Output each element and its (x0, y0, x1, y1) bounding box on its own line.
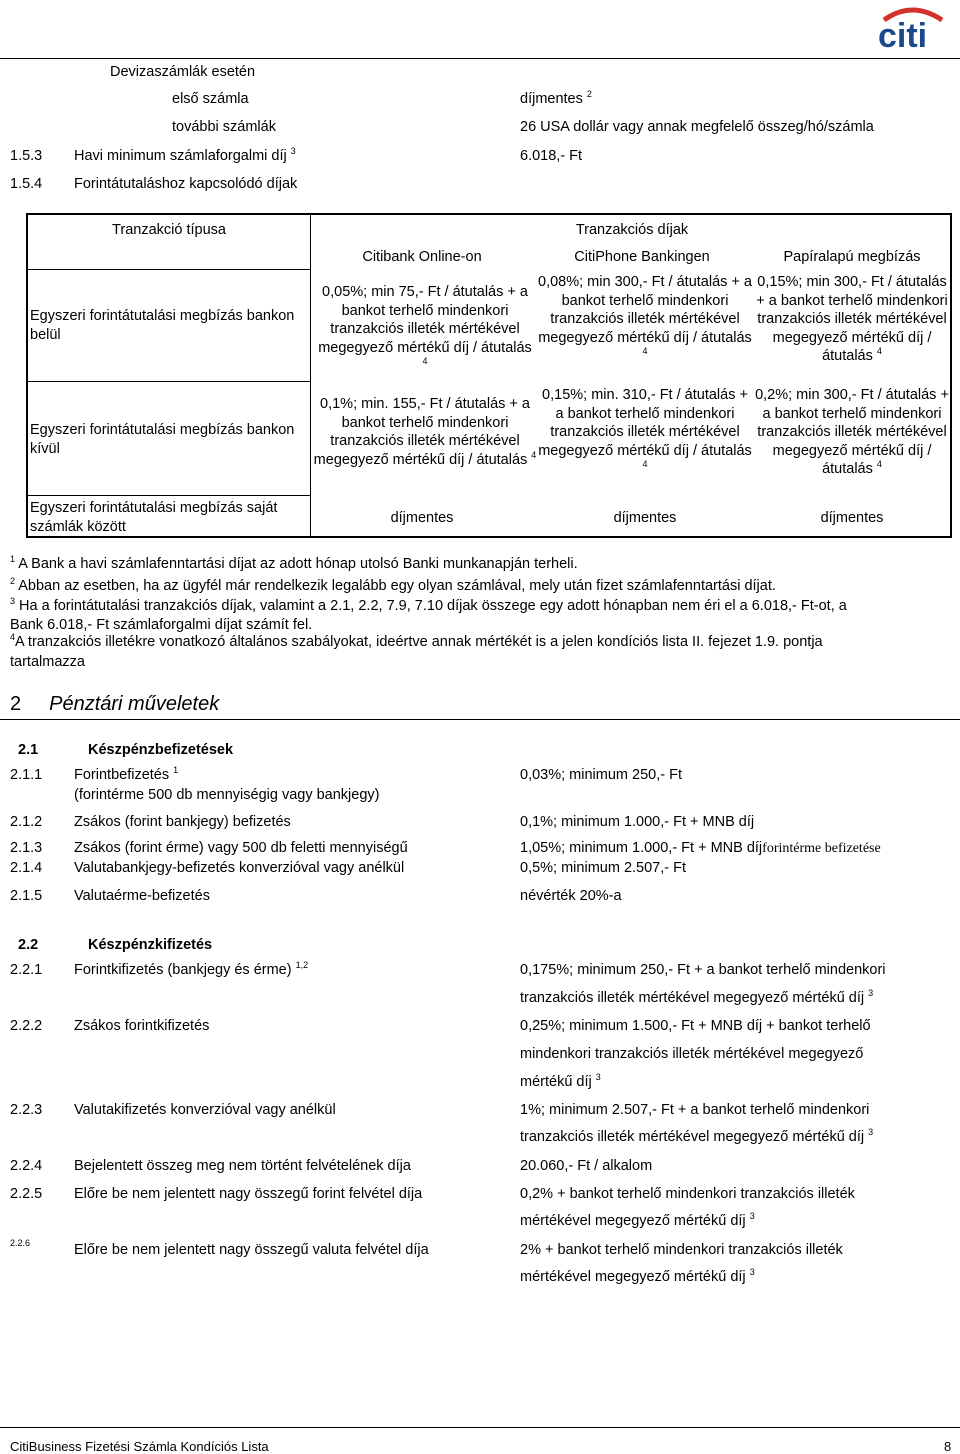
col-header-type: Tranzakció típusa (112, 222, 226, 238)
s223-value-1: 1%; minimum 2.507,- Ft + a bankot terhelő mindenkori (520, 1102, 870, 1118)
section-1-5-3-value: 6.018,- Ft (520, 148, 583, 164)
table-divider (28, 381, 310, 382)
s213-value: 1,05%; minimum 1.000,- Ft + MNB díjforintérme befizetése (520, 840, 881, 856)
footer-title: CitiBusiness Fizetési Számla Kondíciós Lista (10, 1439, 269, 1454)
svg-text:citi: citi (878, 17, 928, 50)
table-divider (28, 269, 310, 270)
section-2-heading: 2 Pénztári műveletek (10, 693, 220, 715)
s226-value-1: 2% + bankot terhelő mindenkori tranzakciós illeték (520, 1242, 843, 1258)
s211-label-2: (forintérme 500 db mennyiségig vagy bankjegy) (74, 787, 380, 803)
s21-number: 2.1 (18, 742, 39, 758)
s224-number: 2.2.4 (10, 1158, 43, 1174)
footnote-3-cont: Bank 6.018,- Ft számlaforgalmi díjat számít fel. (10, 617, 313, 633)
row2-online-fee: 0,1%; min. 155,- Ft / átutalás + a bankot terhelő mindenkori tranzakciós illeték mértékével megegyező mértékű díj / átutalás $^4$ (313, 396, 537, 468)
s213-number: 2.1.3 (10, 840, 43, 856)
s221-value-2: tranzakciós illeték mértékével megegyező mértékű díj $^3$ (520, 988, 874, 1006)
row3-phone-fee: díjmentes (613, 510, 677, 526)
s211-value: 0,03%; minimum 250,- Ft (520, 767, 682, 783)
s223-value-2: tranzakciós illeték mértékével megegyező mértékű díj $^3$ (520, 1127, 874, 1145)
row-type-bankon-kivul: Egyszeri forintátutalási megbízás bankon kívül (30, 422, 295, 457)
s222-number: 2.2.2 (10, 1018, 43, 1034)
row2-paper-fee: 0,2%; min 300,- Ft / átutalás + a bankot terhelő mindenkori tranzakciós illeték mértékével megegyező mértékű díj / átutalás $^4$ (755, 387, 949, 477)
s223-label: Valutakifizetés konverzióval vagy anélkül (74, 1102, 336, 1118)
s222-value-1: 0,25%; minimum 1.500,- Ft + MNB díj + bankot terhelő (520, 1018, 871, 1034)
s213-label: Zsákos (forint érme) vagy 500 db feletti mennyiségű (74, 840, 408, 856)
s224-label: Bejelentett összeg meg nem történt felvételének díja (74, 1158, 411, 1174)
s224-value: 20.060,- Ft / alkalom (520, 1158, 653, 1174)
tovabbi-szamlak-label: további számlák (172, 119, 276, 135)
section-1-5-3-label: Havi minimum számlaforgalmi díj $^3$ (74, 146, 296, 164)
s225-value-2: mértékével megegyező mértékű díj $^3$ (520, 1211, 755, 1229)
row2-phone-fee: 0,15%; min. 310,- Ft / átutalás + a bankot terhelő mindenkori tranzakciós illeték mértékével megegyező mértékű díj / átutalás $^4$ (538, 387, 752, 470)
s221-value-1: 0,175%; minimum 250,- Ft + a bankot terhelő mindenkori (520, 962, 886, 978)
subheader-paper: Papíralapú megbízás (783, 249, 921, 265)
section-1-5-3-number: 1.5.3 (10, 148, 43, 164)
section-rule (0, 719, 960, 720)
s214-label: Valutabankjegy-befizetés konverzióval vagy anélkül (74, 860, 405, 876)
elso-szamla-label: első számla (172, 91, 249, 107)
s222-label: Zsákos forintkifizetés (74, 1018, 210, 1034)
s222-value-3: mértékű díj $^3$ (520, 1072, 601, 1090)
s21-title: Készpénzbefizetések (88, 742, 234, 758)
s225-label: Előre be nem jelentett nagy összegű forint felvétel díja (74, 1186, 423, 1202)
footnote-3: $^3$ Ha a forintátutalási tranzakciós díjak, valamint a 2.1, 2.2, 7.9, 7.10 díjak összege egy adott hónapban nem éri el a 6.018,- Ft-ot, a (10, 596, 847, 614)
footnote-1: $^1$ A Bank a havi számlafenntartási díjat az adott hónap utolsó Banki munkanapján terheli. (10, 554, 578, 572)
s215-number: 2.1.5 (10, 888, 43, 904)
footnote-2: $^2$ Abban az esetben, ha az ügyfél már rendelkezik legalább egy olyan számlával, mely után fizet számlafenntartási díjat. (10, 576, 776, 594)
row-type-bankon-belul: Egyszeri forintátutalási megbízás bankon belül (30, 308, 295, 343)
s214-value: 0,5%; minimum 2.507,- Ft (520, 860, 686, 876)
s221-number: 2.2.1 (10, 962, 43, 978)
s211-number: 2.1.1 (10, 767, 43, 783)
s225-number: 2.2.5 (10, 1186, 43, 1202)
fee-table (26, 213, 952, 538)
table-divider (310, 215, 311, 536)
s212-label: Zsákos (forint bankjegy) befizetés (74, 814, 291, 830)
table-divider (28, 495, 310, 496)
devizaszamlak-heading: Devizaszámlák esetén (110, 64, 256, 80)
citi-logo (876, 4, 948, 50)
header-rule (0, 58, 960, 59)
footnote-4: $^4$A tranzakciós illetékre vonatkozó általános szabályokat, ideértve annak mértékét is a jelen kondíciós lista II. fejezet 1.9. pontja (10, 632, 823, 650)
footnote-4-cont: tartalmazza (10, 654, 85, 670)
page-number: 8 (944, 1439, 952, 1454)
s221-label: Forintkifizetés (bankjegy és érme) $^{1,2}$ (74, 960, 309, 978)
s22-title: Készpénzkifizetés (88, 937, 213, 953)
row-type-sajat-szamlak: Egyszeri forintátutalási megbízás saját számlák között (30, 500, 278, 535)
s215-value: névérték 20%-a (520, 888, 622, 904)
s226-number: 2.2.6 (10, 1238, 31, 1248)
s226-label: Előre be nem jelentett nagy összegű valuta felvétel díja (74, 1242, 429, 1258)
footer-rule (0, 1427, 960, 1428)
row3-paper-fee: díjmentes (820, 510, 884, 526)
section-1-5-4-number: 1.5.4 (10, 176, 43, 192)
s212-value: 0,1%; minimum 1.000,- Ft + MNB díj (520, 814, 755, 830)
s225-value-1: 0,2% + bankot terhelő mindenkori tranzakciós illeték (520, 1186, 855, 1202)
s215-label: Valutaérme-befizetés (74, 888, 210, 904)
row1-paper-fee: 0,15%; min 300,- Ft / átutalás + a bankot terhelő mindenkori tranzakciós illeték mértékével megegyező mértékű díj / átutalás $^4$ (756, 274, 948, 364)
section-1-5-4-label: Forintátutaláshoz kapcsolódó díjak (74, 176, 298, 192)
subheader-phone: CitiPhone Bankingen (574, 249, 710, 265)
row1-online-fee: 0,05%; min 75,- Ft / átutalás + a bankot terhelő mindenkori tranzakciós illeték mértékével megegyező mértékű díj / átutalás $^4$ (318, 284, 532, 367)
s223-number: 2.2.3 (10, 1102, 43, 1118)
s226-value-2: mértékével megegyező mértékű díj $^3$ (520, 1267, 755, 1285)
s222-value-2: mindenkori tranzakciós illeték mértékével megegyező (520, 1046, 864, 1062)
row3-online-fee: díjmentes (390, 510, 454, 526)
elso-szamla-value: díjmentes $^2$ (520, 89, 592, 107)
s214-number: 2.1.4 (10, 860, 43, 876)
col-header-fees: Tranzakciós díjak (575, 222, 689, 238)
s211-label: Forintbefizetés $^1$ (74, 765, 179, 783)
s212-number: 2.1.2 (10, 814, 43, 830)
tovabbi-szamlak-value: 26 USA dollár vagy annak megfelelő összeg/hó/számla (520, 119, 874, 135)
row1-phone-fee: 0,08%; min 300,- Ft / átutalás + a bankot terhelő mindenkori tranzakciós illeték mértékével megegyező mértékű díj / átutalás $^4$ (538, 274, 752, 357)
s22-number: 2.2 (18, 937, 39, 953)
subheader-online: Citibank Online-on (362, 249, 482, 265)
